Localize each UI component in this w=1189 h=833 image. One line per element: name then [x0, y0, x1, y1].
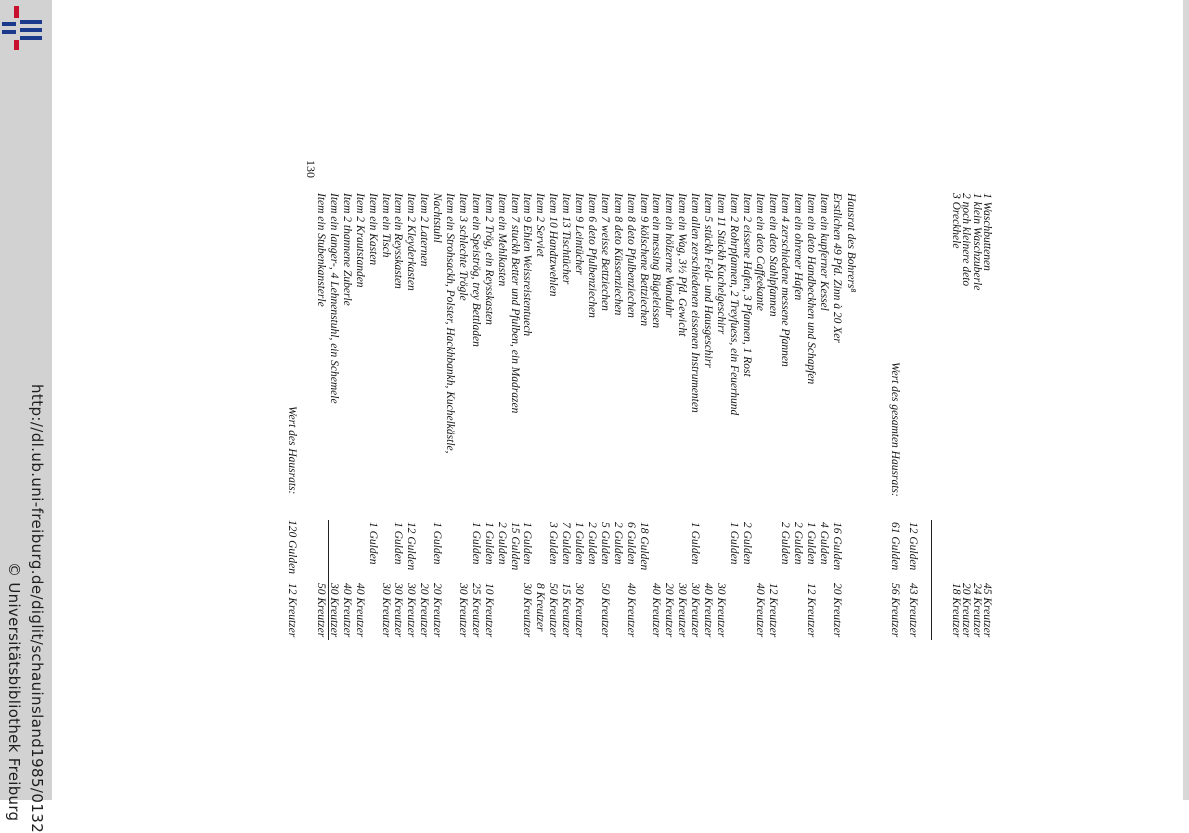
item-row-label: Item 9 Leintücher [573, 193, 585, 275]
item-row-gulden: 1 Gulden [469, 522, 482, 565]
permalink-url[interactable]: http://dl.ub.uni-freiburg.de/diglit/schauinsland1985/0132 [28, 384, 46, 833]
item-row-label: Item 9 kölschene Bettziechen [637, 193, 650, 327]
item-row-kreutzer: 30 Kreutzer [714, 583, 727, 638]
item-row-gulden: 2 Gulden [611, 522, 624, 565]
item-row-kreutzer: 30 Kreutzer [379, 583, 392, 638]
item-row-kreutzer: 10 Kreutzer [482, 583, 495, 638]
item-row-kreutzer: 12 Kreutzer [805, 583, 818, 638]
total-gulden: 61 Gulden [889, 522, 901, 571]
item-row-gulden: 15 Gulden [508, 522, 521, 571]
item-row-label: Item ein deto Caffeekante [753, 193, 766, 311]
item-row-kreutzer: 20 Kreutzer [663, 583, 676, 638]
scanned-page [52, 0, 1183, 800]
sum-gulden: 120 Gulden [286, 520, 298, 574]
item-row-kreutzer: 8 Kreutzer [534, 583, 547, 632]
sum-label: Wert des Hausrats: [286, 406, 298, 495]
item-row-label: Item ein Strohsackh, Polster, Hackhbankh, Kuchelkästle, [444, 193, 456, 454]
right-border [1183, 0, 1189, 800]
item-row-gulden: 1 Gulden [727, 522, 740, 565]
item-row-kreutzer: 40 Kreutzer [353, 583, 366, 638]
item-row-label: Item ein Wag, 3½ Pfd. Gewicht [676, 193, 689, 337]
item-row-kreutzer: 30 Kreutzer [521, 583, 534, 638]
item-row-label: Item ein langer-, 4 Lehnenstuhl, ein Schemele [327, 193, 340, 404]
item-row-kreutzer: 30 Kreutzer [456, 583, 469, 638]
item-row-label: Item 2 Serviet [534, 193, 547, 257]
item-row-kreutzer: 40 Kreutzer [340, 583, 353, 638]
item-row-kreutzer: 30 Kreutzer [405, 583, 418, 638]
copyright-notice: © Universitätsbibliothek Freiburg [5, 562, 23, 822]
item-row-gulden: 1 Gulden [573, 522, 585, 565]
item-row-label: Item ein Speiströg, trey Bettladen [469, 193, 482, 347]
item-row-label: Item ein Kasten [366, 193, 379, 266]
item-row-kreutzer: 50 Kreutzer [315, 583, 327, 638]
item-row-kreutzer: 50 Kreutzer [547, 583, 560, 638]
item-row-gulden: 4 Gulden [818, 522, 831, 565]
item-row-kreutzer: 20 Kreutzer [431, 583, 444, 638]
item-row-label: Nachtstuhl [431, 193, 444, 243]
item-row-gulden: 1 Gulden [482, 522, 495, 565]
item-row-kreutzer: 25 Kreutzer [469, 583, 482, 638]
item-row-label: Item 9 Ehlen Weissreistentuech [521, 193, 534, 337]
item-row-label: Item 10 Handtzwehlen [547, 193, 560, 297]
top-item-row-label: 3 Öreckhele [949, 193, 962, 249]
section-title: Hausrat des Bohrers⁸ [845, 193, 857, 293]
top-sum-kreutzer: 43 Kreutzer [907, 583, 919, 638]
item-row-label: Item ein Stubenkansterle [315, 193, 327, 307]
item-row-label: Item 2 eissene Hafen, 3 Pfannen, 1 Rost [740, 193, 753, 377]
item-row-gulden: 5 Gulden [598, 522, 611, 565]
item-row-label: Item allen zerschiedenen eissenen Instrumenten [689, 193, 702, 413]
item-row-label: Item 3 schlechte Trögle [456, 193, 469, 301]
item-row-label: Item ein messing Bügeleissen [650, 193, 663, 329]
top-item-row-label: 2 noch kleinere deto [960, 193, 972, 287]
sum-kreutzer: 12 Kreutzer [286, 583, 298, 638]
top-sum-gulden: 12 Gulden [907, 522, 919, 571]
item-row-gulden: 2 Gulden [779, 522, 792, 565]
item-row-gulden: 2 Gulden [585, 522, 598, 565]
item-row-gulden: 2 Gulden [495, 522, 508, 565]
item-row-kreutzer: 12 Kreutzer [766, 583, 779, 638]
item-row-gulden: 1 Gulden [366, 522, 379, 565]
top-item-row-kreutzer: 20 Kreutzer [960, 583, 972, 638]
item-row-label: Item 2 Krautstanden [353, 193, 366, 288]
item-row-label: Item ein Tisch [379, 193, 392, 258]
item-row-label: Item ein kupferner Kessel [818, 193, 831, 311]
item-row-label: Item 2 Rohrpfannen, 2 Treyfuess, ein Feuerhund [727, 193, 740, 416]
item-row-kreutzer: 40 Kreutzer [702, 583, 714, 638]
item-row-gulden: 1 Gulden [392, 522, 405, 565]
item-row-label: Item 13 Tischtücher [560, 193, 573, 285]
item-row-gulden: 6 Gulden [624, 522, 637, 565]
top-item-row-kreutzer: 18 Kreutzer [949, 583, 962, 638]
item-row-gulden: 2 Gulden [792, 522, 805, 565]
item-row-label: Item 2 thannene Zuberle [340, 193, 353, 306]
item-row-label: Item 8 deto Küssenziechen [611, 193, 624, 316]
page-number: 130 [304, 160, 318, 178]
item-row-gulden: 1 Gulden [521, 522, 534, 565]
item-row-kreutzer: 30 Kreutzer [392, 583, 405, 638]
item-row-kreutzer: 30 Kreutzer [676, 583, 689, 638]
item-row-label: Item 2 Trög, ein Reysskasten [482, 193, 495, 325]
item-row-label: Item 7 stuckh Better und Pfulben, ein Madrazen [508, 193, 521, 414]
item-row-gulden: 1 Gulden [805, 522, 818, 565]
item-row-label: Item ein ohrener Hafen [792, 193, 805, 301]
item-row-label: Item ein deto Handbeckhen und Schapfen [805, 193, 818, 385]
top-item-row-kreutzer: 24 Kreutzer [970, 583, 983, 638]
item-row-kreutzer: 50 Kreutzer [598, 583, 611, 638]
top-item-row-kreutzer: 45 Kreutzer [981, 583, 993, 638]
item-row-gulden: 12 Gulden [405, 522, 418, 571]
item-row-label: Item ein Mehlkasten [495, 193, 508, 287]
item-row-label: Item 6 deto Pfulbenziechen [585, 193, 598, 318]
total-label: Wert des gesamten Hausrats: [889, 362, 901, 497]
item-row-kreutzer: 30 Kreutzer [689, 583, 702, 638]
item-row-gulden: 16 Gulden [831, 522, 843, 571]
item-row-gulden: 18 Gulden [637, 522, 650, 571]
item-row-kreutzer: 40 Kreutzer [624, 583, 637, 638]
top-sum-rule [931, 520, 932, 640]
item-row-gulden: 2 Gulden [740, 522, 753, 565]
item-row-kreutzer: 15 Kreutzer [560, 583, 573, 638]
item-row-gulden: 7 Gulden [560, 522, 573, 565]
item-row-gulden: 1 Gulden [431, 522, 444, 565]
item-row-kreutzer: 20 Kreutzer [418, 583, 431, 638]
item-row-kreutzer: 40 Kreutzer [753, 583, 766, 638]
sidebar [0, 0, 52, 833]
item-row-label: Item ein Reysskasten [392, 193, 405, 289]
item-row-label: Item 11 Stückh Kuchelgeschirr [714, 193, 727, 335]
item-row-kreutzer: 30 Kreutzer [327, 583, 340, 638]
item-row-label: Item 7 weisse Bettziechen [598, 193, 611, 311]
total-kreutzer: 56 Kreutzer [889, 583, 901, 638]
top-item-row-label: 1 klein Waschzuberle [970, 193, 983, 291]
item-row-label: Erstlichen 49 Pfd. Zinn à 20 Xer [831, 193, 843, 343]
item-row-label: Item 5 stückh Feld- und Hausgeschirr [702, 193, 714, 368]
item-row-label: Item ein hölzerne Wanduhr [663, 193, 676, 318]
item-row-label: Item 4 zerschiedene messene Pfannen [779, 193, 792, 367]
item-row-kreutzer: 20 Kreutzer [831, 583, 843, 638]
item-row-label: Item 2 Laternen [418, 193, 431, 267]
item-row-kreutzer: 30 Kreutzer [573, 583, 585, 638]
item-row-label: Item 2 Kleyderkasten [405, 193, 418, 291]
top-item-row-label: 1 Waschbuttenen [981, 193, 993, 271]
item-row-label: Item 8 deto Pfulbenziechen [624, 193, 637, 318]
item-row-kreutzer: 40 Kreutzer [650, 583, 663, 638]
university-library-logo-icon [0, 4, 48, 50]
item-row-label: Item ein deto Stahlpfannen [766, 193, 779, 317]
item-row-gulden: 1 Gulden [689, 522, 702, 565]
item-row-gulden: 3 Gulden [547, 522, 560, 565]
